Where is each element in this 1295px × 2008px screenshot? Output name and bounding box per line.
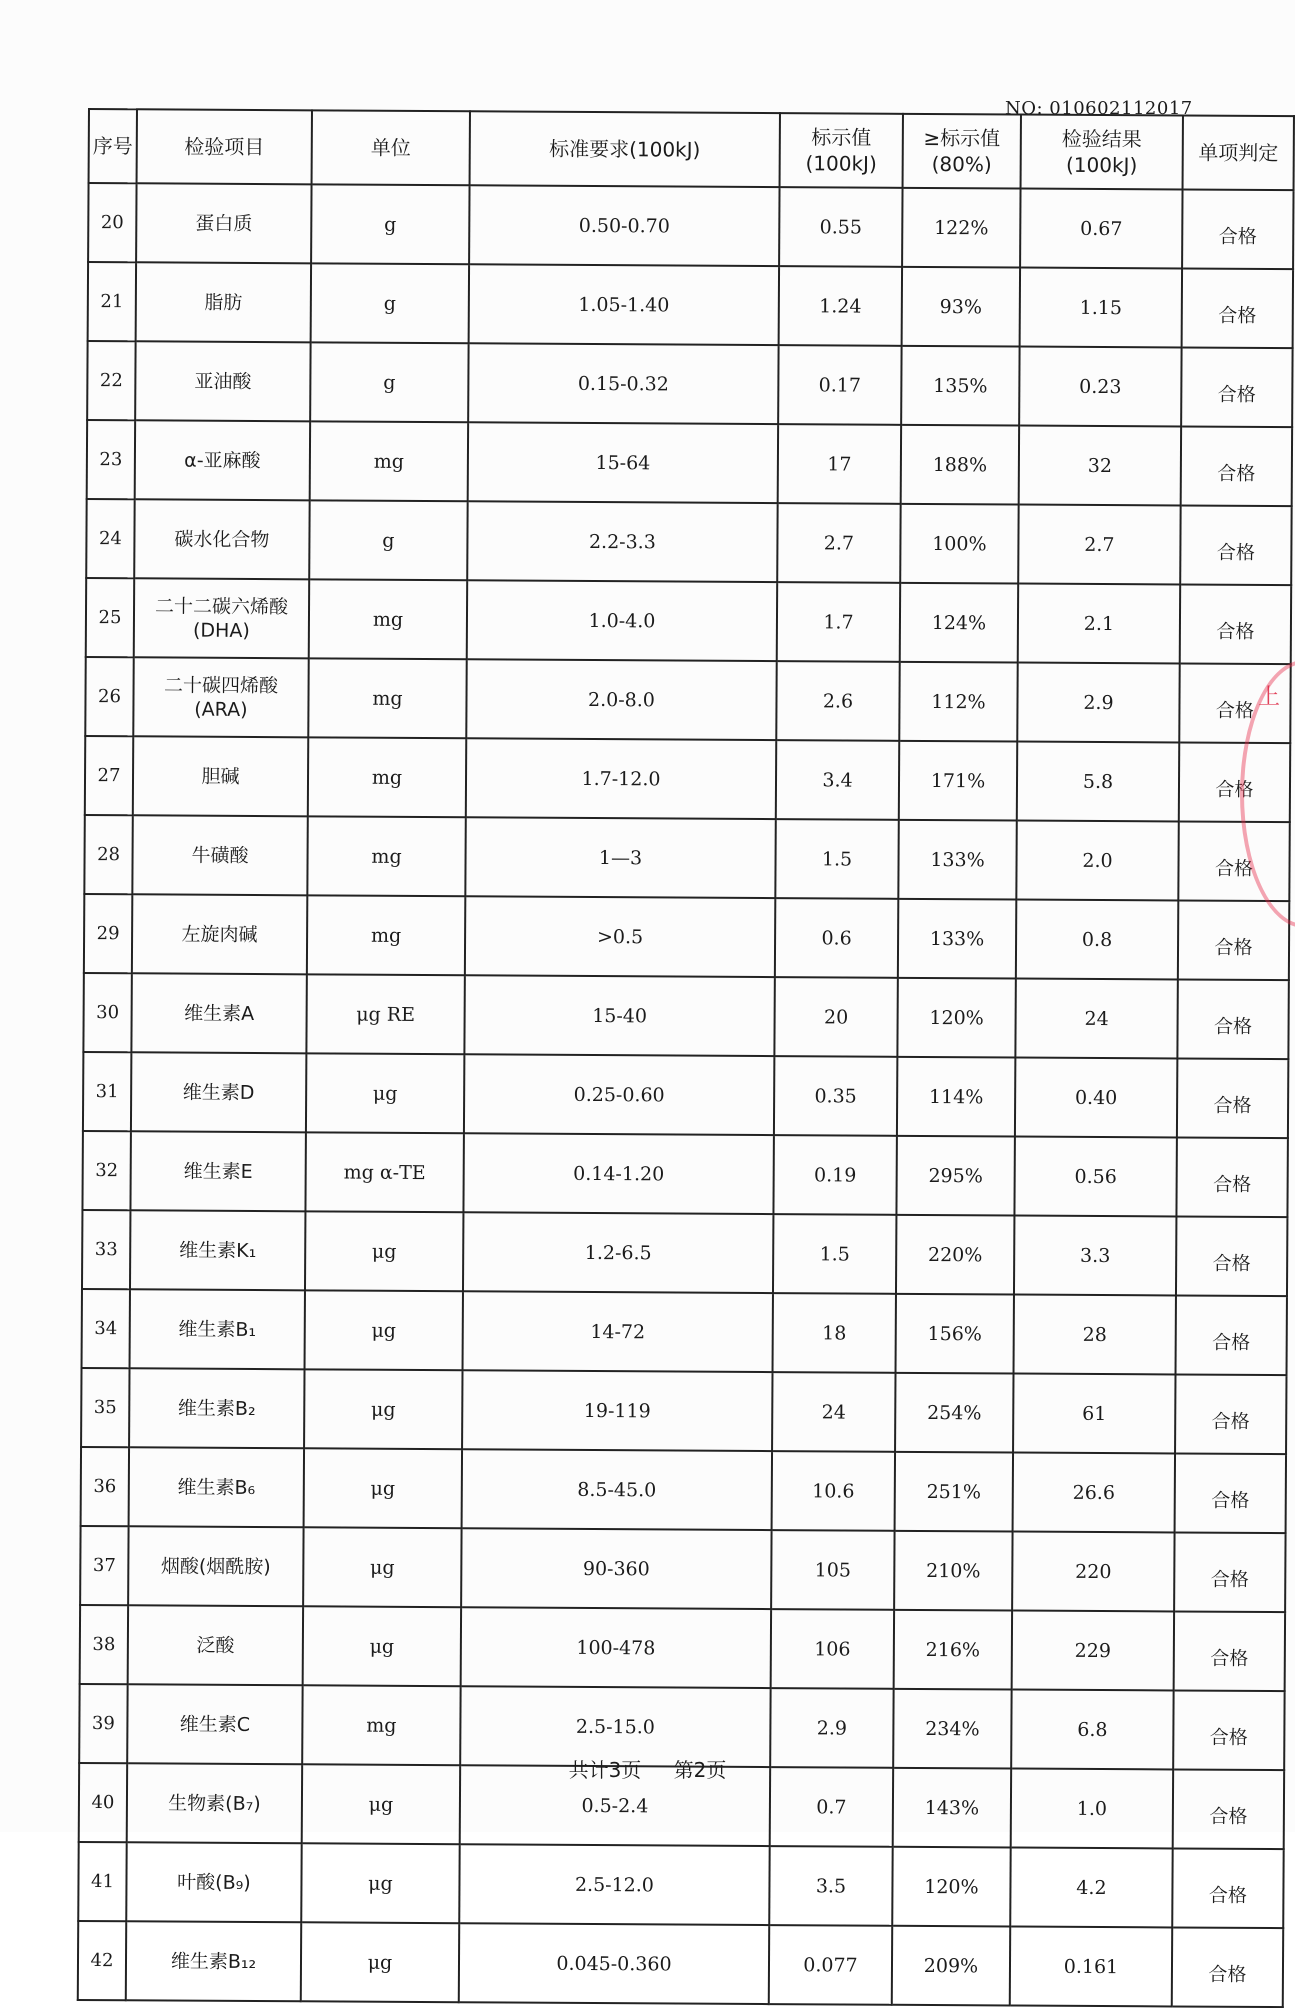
cell-verdict: 合格: [1176, 1295, 1287, 1375]
cell-label-percent: 188%: [901, 425, 1019, 505]
cell-item: 左旋肉碱: [132, 894, 307, 974]
cell-standard: >0.5: [465, 896, 775, 977]
cell-result: 2.0: [1016, 821, 1178, 901]
cell-item: α-亚麻酸: [135, 420, 310, 500]
cell-verdict: 合格: [1173, 1769, 1284, 1849]
cell-item: 维生素C: [127, 1684, 302, 1764]
cell-no: 34: [82, 1289, 130, 1368]
table-row: [86, 499, 1291, 585]
cell-label-percent: 93%: [902, 267, 1020, 347]
cell-label-value: 3.5: [769, 1846, 892, 1926]
cell-standard: 1.0-4.0: [467, 580, 777, 661]
cell-verdict: 合格: [1180, 584, 1291, 664]
report-number: NO: 010602112017: [1005, 98, 1193, 119]
cell-unit: μg: [305, 1290, 463, 1370]
cell-item: 亚油酸: [135, 341, 310, 421]
cell-verdict: 合格: [1176, 1216, 1287, 1296]
cell-no: 29: [84, 894, 132, 973]
cell-verdict: 合格: [1172, 1927, 1283, 2007]
cell-result: 2.1: [1018, 584, 1180, 664]
cell-standard: 2.5-12.0: [459, 1844, 769, 1925]
cell-result: 220: [1012, 1532, 1174, 1612]
cell-label-value: 1.5: [773, 1214, 896, 1294]
cell-standard: 15-40: [464, 975, 774, 1056]
cell-label-percent: 216%: [894, 1610, 1012, 1690]
cell-no: 40: [79, 1763, 127, 1842]
cell-no: 33: [82, 1210, 130, 1289]
cell-verdict: 合格: [1175, 1374, 1286, 1454]
cell-label-value: 3.4: [776, 740, 899, 820]
cell-unit: μg: [305, 1211, 463, 1291]
cell-unit: g: [311, 184, 469, 264]
header-standard: 标准要求(100kJ): [470, 111, 780, 187]
cell-item: 叶酸(B₉): [126, 1842, 301, 1922]
cell-standard: 1.05-1.40: [469, 264, 779, 345]
cell-label-value: 2.6: [776, 661, 899, 741]
cell-label-value: 18: [773, 1293, 896, 1373]
cell-standard: 2.5-15.0: [460, 1686, 770, 1767]
cell-unit: mg: [302, 1685, 460, 1765]
cell-label-percent: 112%: [899, 662, 1017, 742]
cell-result: 1.15: [1020, 268, 1182, 348]
cell-label-percent: 234%: [893, 1689, 1011, 1769]
cell-unit: g: [310, 342, 468, 422]
cell-unit: μg: [306, 1053, 464, 1133]
cell-no: 20: [88, 183, 136, 262]
cell-result: 5.8: [1017, 742, 1179, 822]
cell-unit: mg: [308, 658, 466, 738]
cell-result: 0.23: [1019, 347, 1181, 427]
cell-item: 胆碱: [133, 736, 308, 816]
cell-unit: μg: [302, 1764, 460, 1844]
cell-result: 0.40: [1015, 1058, 1177, 1138]
page-current: 第2页: [673, 1758, 727, 1782]
cell-verdict: 合格: [1176, 1137, 1287, 1217]
cell-unit: mg: [308, 737, 466, 817]
cell-standard: 2.2-3.3: [467, 501, 777, 582]
cell-label-percent: 254%: [895, 1373, 1013, 1453]
table-row: [85, 657, 1290, 743]
page-total: 共计3页: [568, 1758, 642, 1782]
table-row: [78, 1921, 1283, 2007]
cell-label-percent: 135%: [901, 346, 1019, 426]
cell-label-value: 24: [772, 1372, 895, 1452]
table-row: [80, 1605, 1285, 1691]
cell-label-value: 10.6: [772, 1451, 895, 1531]
cell-label-percent: 295%: [896, 1136, 1014, 1216]
cell-label-percent: 120%: [892, 1847, 1010, 1927]
cell-label-value: 0.19: [773, 1135, 896, 1215]
test-results-table: [77, 108, 1295, 2008]
cell-no: 23: [87, 420, 135, 499]
cell-no: 30: [83, 973, 131, 1052]
header-result: 检验结果 (100kJ): [1021, 115, 1183, 190]
header-label-percent: ≥标示值 (80%): [903, 114, 1021, 189]
cell-result: 61: [1013, 1374, 1175, 1454]
cell-item: 维生素B₁₂: [126, 1921, 301, 2001]
cell-unit: μg: [304, 1369, 462, 1449]
cell-standard: 100-478: [461, 1607, 771, 1688]
stamp-fragment: 上: [1258, 685, 1281, 710]
cell-item: 维生素A: [131, 973, 306, 1053]
table-row: [83, 1052, 1288, 1138]
table-row: [81, 1447, 1286, 1533]
cell-no: 21: [88, 262, 136, 341]
cell-item: 维生素B₁: [130, 1289, 305, 1369]
cell-item: 维生素B₂: [129, 1368, 304, 1448]
cell-label-value: 1.7: [777, 582, 900, 662]
cell-verdict: 合格: [1177, 979, 1288, 1059]
cell-result: 28: [1014, 1295, 1176, 1375]
cell-standard: 15-64: [468, 422, 778, 503]
cell-standard: 1—3: [465, 817, 775, 898]
cell-no: 27: [85, 736, 133, 815]
cell-unit: μg RE: [306, 974, 464, 1054]
cell-verdict: 合格: [1182, 189, 1293, 269]
cell-label-percent: 209%: [892, 1926, 1010, 2006]
cell-item: 二十二碳六烯酸 (DHA): [134, 578, 309, 658]
cell-verdict: 合格: [1182, 268, 1293, 348]
cell-verdict: 合格: [1179, 742, 1290, 822]
cell-label-percent: 156%: [896, 1294, 1014, 1374]
cell-verdict: 合格: [1172, 1848, 1283, 1928]
cell-standard: 2.0-8.0: [466, 659, 776, 740]
cell-no: 36: [81, 1447, 129, 1526]
cell-result: 2.7: [1018, 505, 1180, 585]
cell-no: 22: [87, 341, 135, 420]
cell-item: 维生素E: [130, 1131, 305, 1211]
cell-label-percent: 100%: [900, 504, 1018, 584]
cell-label-value: 0.35: [774, 1056, 897, 1136]
cell-unit: mg α-TE: [305, 1132, 463, 1212]
cell-no: 31: [83, 1052, 131, 1131]
cell-item: 牛磺酸: [132, 815, 307, 895]
table-row: [83, 973, 1288, 1059]
cell-standard: 90-360: [461, 1528, 771, 1609]
cell-unit: g: [309, 500, 467, 580]
header-no: 序号: [89, 109, 137, 183]
cell-no: 26: [85, 657, 133, 736]
table-body: [78, 183, 1294, 2007]
cell-label-value: 1.5: [775, 819, 898, 899]
cell-label-value: 0.55: [779, 187, 902, 267]
cell-label-value: 17: [778, 424, 901, 504]
cell-label-percent: 220%: [896, 1215, 1014, 1295]
cell-result: 3.3: [1014, 1216, 1176, 1296]
cell-result: 2.9: [1017, 663, 1179, 743]
cell-verdict: 合格: [1174, 1532, 1285, 1612]
table-row: [80, 1526, 1285, 1612]
cell-item: 烟酸(烟酰胺): [128, 1526, 303, 1606]
cell-unit: μg: [301, 1843, 459, 1923]
cell-item: 蛋白质: [136, 183, 311, 263]
cell-item: 碳水化合物: [134, 499, 309, 579]
cell-result: 26.6: [1013, 1453, 1175, 1533]
cell-label-value: 0.17: [778, 345, 901, 425]
cell-unit: mg: [307, 816, 465, 896]
cell-standard: 0.045-0.360: [459, 1923, 769, 2004]
cell-label-percent: 122%: [902, 188, 1020, 268]
cell-label-value: 0.7: [770, 1767, 893, 1847]
cell-label-value: 106: [771, 1609, 894, 1689]
cell-no: 37: [80, 1526, 128, 1605]
cell-result: 24: [1015, 979, 1177, 1059]
cell-result: 0.67: [1020, 189, 1182, 269]
table-row: [81, 1368, 1286, 1454]
cell-no: 28: [84, 815, 132, 894]
cell-result: 0.8: [1016, 900, 1178, 980]
table-row: [82, 1289, 1287, 1375]
cell-label-percent: 251%: [895, 1452, 1013, 1532]
cell-label-value: 1.24: [779, 266, 902, 346]
cell-result: 6.8: [1011, 1690, 1173, 1770]
cell-standard: 0.25-0.60: [464, 1054, 774, 1135]
cell-unit: μg: [303, 1527, 461, 1607]
table-row: [84, 894, 1289, 980]
cell-standard: 1.2-6.5: [463, 1212, 773, 1293]
cell-label-value: 2.7: [777, 503, 900, 583]
cell-standard: 0.5-2.4: [460, 1765, 770, 1846]
cell-no: 41: [78, 1842, 126, 1921]
cell-no: 32: [82, 1131, 130, 1210]
table-row: [86, 578, 1291, 664]
cell-label-percent: 120%: [897, 978, 1015, 1058]
cell-verdict: 合格: [1181, 426, 1292, 506]
table-row: [78, 1842, 1283, 1928]
cell-item: 维生素D: [131, 1052, 306, 1132]
cell-result: 1.0: [1011, 1769, 1173, 1849]
cell-unit: g: [311, 263, 469, 343]
cell-verdict: 合格: [1177, 1058, 1288, 1138]
cell-no: 25: [86, 578, 134, 657]
cell-label-value: 105: [771, 1530, 894, 1610]
cell-unit: mg: [307, 895, 465, 975]
cell-standard: 0.14-1.20: [463, 1133, 773, 1214]
cell-label-percent: 171%: [899, 741, 1017, 821]
header-label-value: 标示值 (100kJ): [780, 113, 903, 188]
table-row: [82, 1131, 1287, 1217]
header-verdict: 单项判定: [1183, 115, 1294, 190]
cell-result: 0.161: [1010, 1927, 1172, 2007]
cell-unit: mg: [310, 421, 468, 501]
cell-unit: μg: [301, 1922, 459, 2002]
cell-result: 229: [1012, 1611, 1174, 1691]
table-row: [85, 736, 1290, 822]
cell-label-value: 0.6: [775, 898, 898, 978]
cell-standard: 0.15-0.32: [468, 343, 778, 424]
cell-item: 二十碳四烯酸 (ARA): [133, 657, 308, 737]
header-unit: 单位: [312, 110, 470, 185]
cell-no: 35: [81, 1368, 129, 1447]
table-row: [82, 1210, 1287, 1296]
cell-standard: 0.50-0.70: [469, 185, 779, 266]
cell-verdict: 合格: [1180, 505, 1291, 585]
cell-no: 24: [86, 499, 134, 578]
cell-label-percent: 133%: [898, 899, 1016, 979]
cell-item: 维生素B₆: [129, 1447, 304, 1527]
cell-unit: μg: [304, 1448, 462, 1528]
cell-no: 42: [78, 1921, 126, 2000]
cell-item: 生物素(B₇): [127, 1763, 302, 1843]
table-row: [87, 420, 1292, 506]
cell-item: 维生素K₁: [130, 1210, 305, 1290]
cell-unit: μg: [303, 1606, 461, 1686]
table-row: [88, 262, 1293, 348]
cell-label-value: 20: [774, 977, 897, 1057]
cell-no: 39: [79, 1684, 127, 1763]
table-row: [87, 341, 1292, 427]
cell-verdict: 合格: [1181, 347, 1292, 427]
page-footer: [0, 1754, 1295, 1783]
cell-verdict: 合格: [1173, 1690, 1284, 1770]
cell-unit: mg: [309, 579, 467, 659]
table-row: [88, 183, 1293, 269]
cell-label-percent: 133%: [898, 820, 1016, 900]
cell-verdict: 合格: [1179, 663, 1290, 743]
cell-result: 0.56: [1014, 1137, 1176, 1217]
cell-verdict: 合格: [1178, 821, 1289, 901]
cell-label-value: 0.077: [769, 1925, 892, 2005]
header-item: 检验项目: [137, 109, 312, 184]
table-row: [84, 815, 1289, 901]
cell-standard: 8.5-45.0: [462, 1449, 772, 1530]
cell-result: 32: [1019, 426, 1181, 506]
table-header-row: [89, 109, 1294, 190]
cell-label-value: 2.9: [770, 1688, 893, 1768]
cell-label-percent: 143%: [893, 1768, 1011, 1848]
cell-standard: 19-119: [462, 1370, 772, 1451]
cell-label-percent: 124%: [900, 583, 1018, 663]
cell-label-percent: 114%: [897, 1057, 1015, 1137]
cell-result: 4.2: [1010, 1848, 1172, 1928]
cell-standard: 1.7-12.0: [466, 738, 776, 819]
cell-verdict: 合格: [1178, 900, 1289, 980]
cell-item: 脂肪: [136, 262, 311, 342]
cell-label-percent: 210%: [894, 1531, 1012, 1611]
cell-verdict: 合格: [1175, 1453, 1286, 1533]
cell-no: 38: [80, 1605, 128, 1684]
cell-verdict: 合格: [1174, 1611, 1285, 1691]
cell-standard: 14-72: [463, 1291, 773, 1372]
cell-item: 泛酸: [128, 1605, 303, 1685]
